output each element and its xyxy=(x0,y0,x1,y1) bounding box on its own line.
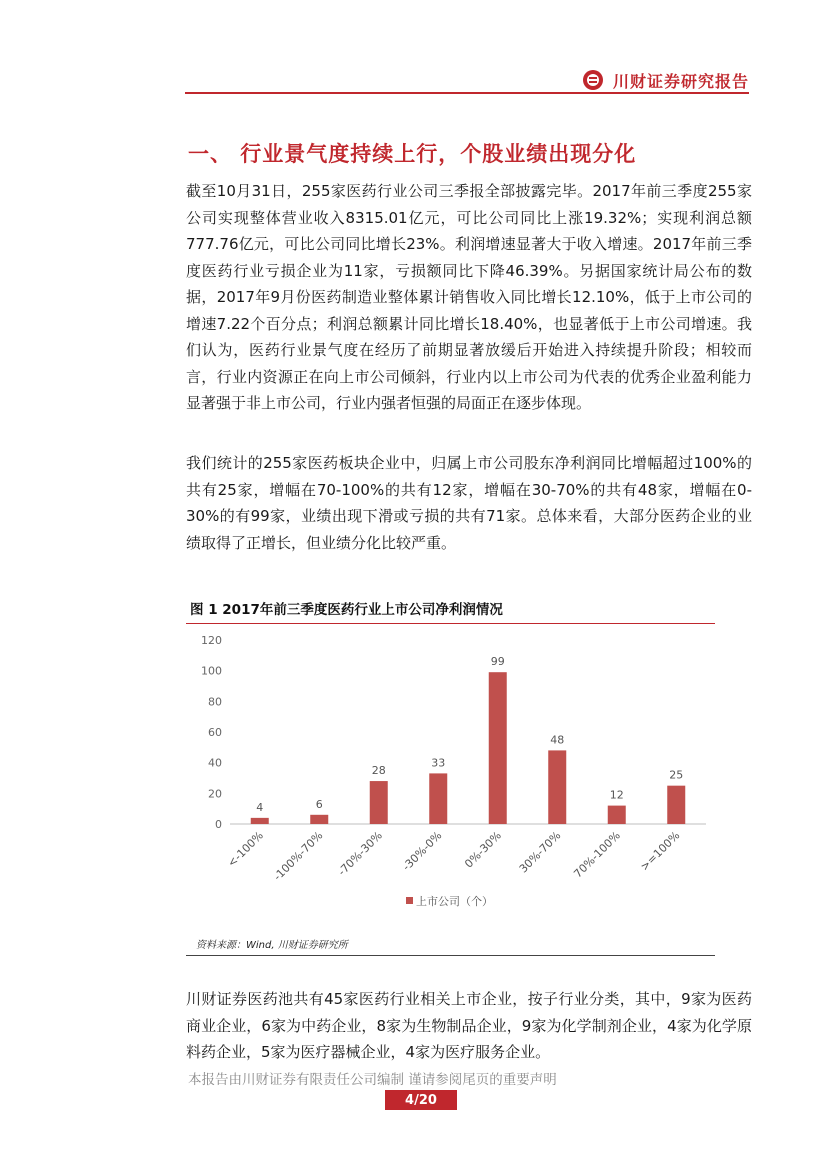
figure-title: 图 1 2017年前三季度医药行业上市公司净利润情况 xyxy=(190,602,503,618)
data-label: 4 xyxy=(256,800,264,814)
data-label: 12 xyxy=(609,788,624,802)
bar xyxy=(251,818,269,824)
x-tick-label: -30%-0% xyxy=(399,828,445,874)
x-tick-label: 0%-30% xyxy=(462,828,504,871)
y-tick-label: 100 xyxy=(201,664,222,678)
y-tick-label: 60 xyxy=(208,726,222,739)
x-tick-label: -70%-30% xyxy=(335,828,385,879)
brand-name: 川财证券研究报告 xyxy=(612,71,749,91)
paragraph-profit-distribution: 我们统计的255家医药板块企业中，归属上市公司股东净利润同比增幅超过100%的共有25家，增幅在70-100%的共有12家，增幅在30-70%的共有48家，增幅在0-30%的有99家，业绩出现下滑或亏损的共有71家。总体来看，大部分医药企业的业绩取得了正增长，但业绩分化比较严重。 xyxy=(186,454,752,552)
y-tick-label: 120 xyxy=(201,634,222,647)
bar xyxy=(310,815,328,824)
data-label: 99 xyxy=(490,655,505,669)
y-tick-label: 80 xyxy=(208,695,222,709)
bar xyxy=(489,672,507,824)
legend-swatch xyxy=(406,897,413,904)
x-tick-label: -100%-70% xyxy=(271,828,326,884)
legend-label: 上市公司（个） xyxy=(416,895,493,908)
x-tick-label: >=100% xyxy=(637,828,683,874)
data-label: 48 xyxy=(550,733,565,747)
x-tick-label: <-100% xyxy=(225,828,266,870)
bar xyxy=(429,773,447,824)
paragraph-industry-overview: 截至10月31日，255家医药行业公司三季报全部披露完毕。2017年前三季度255家公司实现整体营业收入8315.01亿元，可比公司同比上涨19.32%；实现利润总额777.76亿元，可比公司同比增长23%。利润增速显著大于收入增速。2017年前三季度医药行业亏损企业为11家，亏损额同比下降46.39%。另据国家统计局公布的数据，2017年9月份医药制造业整体累计销售收入同比增长12.10%，低于上市公司的增速7.22个百分点；利润总额累计同比增长18.40%，也显著低于上市公司增速。我们认为，医药行业景气度在经历了前期显著放缓后开始进入持续提升阶段；相较而言，行业内资源正在向上市公司倾斜，行业内以上市公司为代表的优秀企业盈利能力显著强于非上市公司，行业内强者恒强的局面正在逐步体现。 xyxy=(186,182,752,412)
figure-source: 资料来源：Wind, 川财证券研究所 xyxy=(196,940,348,951)
figure-title-bar xyxy=(186,593,715,624)
x-tick-label: 30%-70% xyxy=(516,828,564,876)
data-label: 25 xyxy=(669,768,684,782)
header-divider xyxy=(185,92,749,94)
bar xyxy=(667,786,685,824)
data-label: 28 xyxy=(371,764,386,778)
paragraph-stock-pool: 川财证券医药池共有45家医药行业相关上市企业，按子行业分类，其中，9家为医药商业企业，6家为中药企业，8家为生物制品企业，9家为化学制剂企业，4家为化学原料药企业，5家为医疗器械企业，4家为医疗服务企业。 xyxy=(186,990,752,1061)
y-tick-label: 20 xyxy=(208,787,222,801)
figure-1 xyxy=(186,593,715,956)
page-number: 4/20 xyxy=(385,1090,457,1110)
data-label: 33 xyxy=(431,756,446,770)
bar xyxy=(548,750,566,824)
chuancai-logo-icon xyxy=(583,70,603,90)
header-brand xyxy=(583,68,749,92)
section-title: 一、 行业景气度持续上行，个股业绩出现分化 xyxy=(188,142,637,166)
y-tick-label: 0 xyxy=(215,818,222,831)
data-label: 6 xyxy=(315,797,323,811)
disclaimer-note: 本报告由川财证券有限责任公司编制 谨请参阅尾页的重要声明 xyxy=(188,1072,557,1088)
net-profit-bar-chart xyxy=(186,623,715,943)
y-tick-label: 40 xyxy=(208,756,222,770)
bar xyxy=(370,781,388,824)
x-tick-label: 70%-100% xyxy=(571,828,623,881)
bar xyxy=(608,806,626,824)
